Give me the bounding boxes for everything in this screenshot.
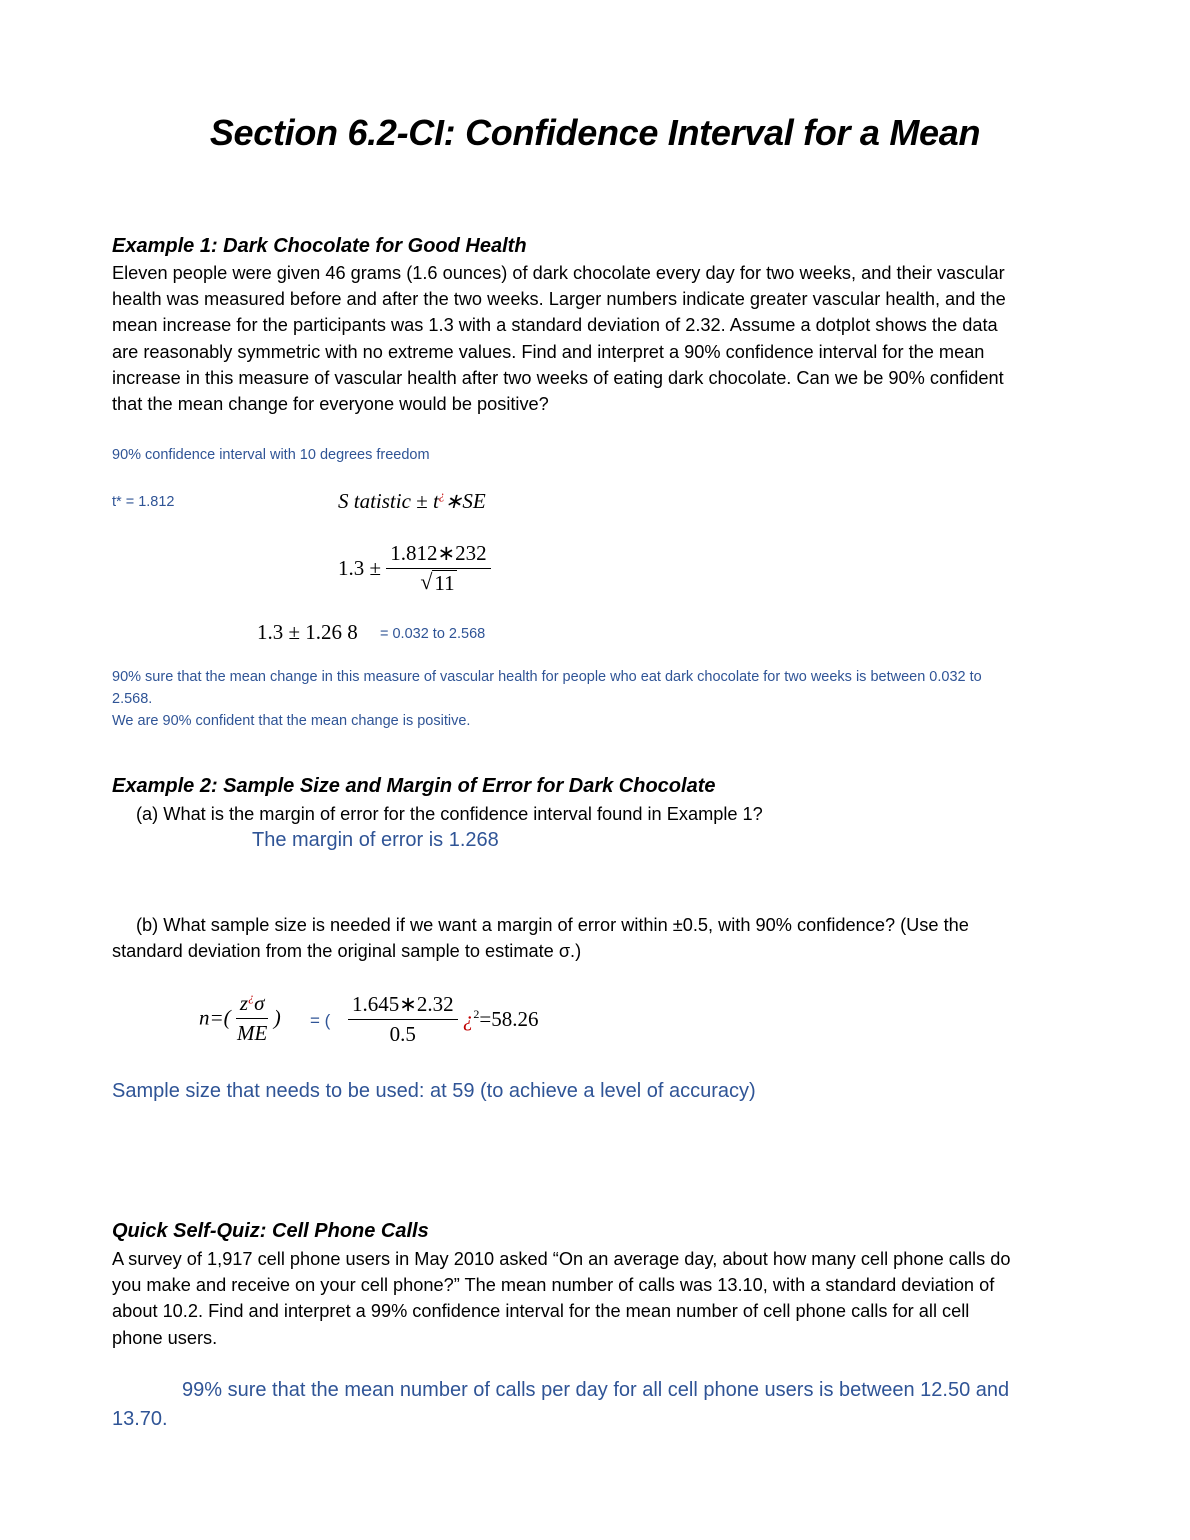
example1-heading: Example 1: Dark Chocolate for Good Health [112,235,527,257]
example2-answer-b: Sample size that needs to be used: at 59 (to achieve a level of accuracy) [112,1080,756,1102]
example2-heading: Example 2: Sample Size and Margin of Error for Dark Chocolate [112,775,716,797]
example1-line: health was measured before and after the two weeks. Larger numbers indicate greater vascular health, and the [112,289,1006,310]
calc-numerator: 1.645∗2.32 [348,992,458,1020]
example2-part-b: standard deviation from the original sample to estimate σ.) [112,941,582,961]
calc-fraction [348,992,458,1047]
quiz-heading: Quick Self-Quiz: Cell Phone Calls [112,1220,429,1242]
example1-line: are reasonably symmetric with no extreme values. Find and interpret a 90% confidence interval for the mean [112,341,985,362]
interpretation-line: We are 90% confident that the mean change is positive. [112,713,471,729]
interval-result: = 0.032 to 2.568 [380,626,486,642]
example2-part-a: (a) What is the margin of error for the confidence interval found in Example 1? [136,804,763,824]
quiz-line: about 10.2. Find and interpret a 99% confidence interval for the mean number of cell phone calls for all cell [112,1301,970,1322]
sample-size-calc [348,992,538,1047]
example1-body [112,260,1006,417]
substituted-formula [338,541,491,596]
sample-size-formula [199,990,281,1046]
formula-statistic: S tatistic ± t [338,489,439,513]
formula-se: ∗SE [444,489,486,513]
n-numerator: z¿σ [236,990,269,1019]
example1-line: increase in this measure of vascular health after two weeks of eating dark chocolate. Can we be 90% confident [112,367,1004,388]
formula-result: 1.3 ± 1.26 8 [257,620,358,644]
n-lhs: n=( [199,1005,231,1030]
formula-numerator: 1.812∗232 [386,541,490,569]
quiz-line: A survey of 1,917 cell phone users in May 2010 asked “On an average day, about how many cell phone calls do [112,1249,1011,1269]
page-title: Section 6.2-CI: Confidence Interval for a Mean [209,112,981,153]
formula-sup: ¿ [438,488,445,502]
formula-fraction [386,541,490,596]
n-close: ) [273,1005,281,1030]
quiz-line: you make and receive on your cell phone?” The mean number of calls was 13.10, with a standard deviation of [112,1275,995,1296]
formula-lead: 1.3 ± [338,556,382,580]
formula-denominator [386,569,490,596]
quiz-answer: 99% sure that the mean number of calls per day for all cell phone users is between 12.50 and [182,1379,1010,1401]
n-denominator: ME [237,1021,268,1045]
calc-denominator: 0.5 [389,1022,416,1046]
equals-open: = ( [310,1011,331,1030]
general-formula [338,488,486,514]
example1-line: Eleven people were given 46 grams (1.6 ounces) of dark chocolate every day for two weeks, and their vascular [112,263,1005,283]
quiz-body [112,1246,1010,1351]
degrees-freedom-note: 90% confidence interval with 10 degrees freedom [112,447,430,463]
example1-line: mean increase for the participants was 1.3 with a standard deviation of 2.32. Assume a dotplot shows the data [112,315,998,336]
n-fraction [236,990,269,1046]
calc-tail: ¿$^2$=58.26 [462,1007,539,1031]
example2-answer-a: The margin of error is 1.268 [252,829,499,851]
interpretation-line: 90% sure that the mean change in this measure of vascular health for people who eat dark chocolate for two weeks is between 0.032 to [112,669,982,685]
interpretation-line: 2.568. [112,691,153,707]
sqrt-symbol: √ 11 [420,569,455,595]
example2-part-b: (b) What sample size is needed if we want a margin of error within ±0.5, with 90% confidence? (Use the [136,915,969,935]
t-star-note: t* = 1.812 [112,494,175,510]
example1-line: that the mean change for everyone would be positive? [112,394,549,415]
quiz-line: phone users. [112,1327,218,1348]
quiz-answer: 13.70. [112,1408,168,1430]
